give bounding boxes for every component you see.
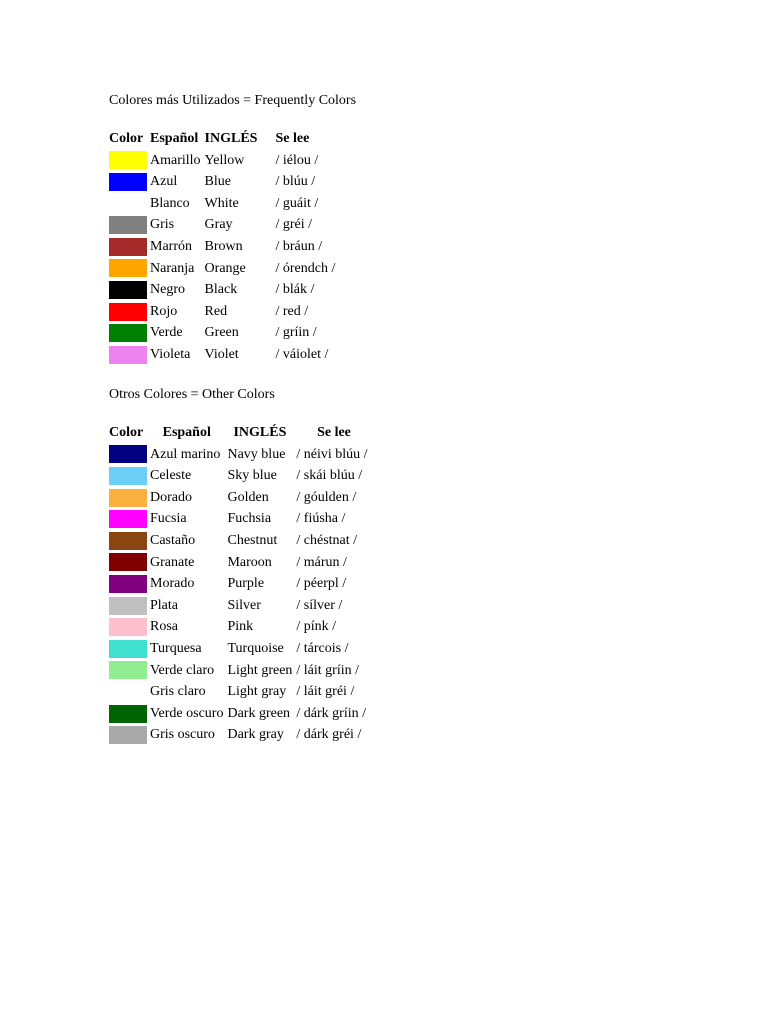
table-row — [109, 279, 339, 301]
table-row — [109, 660, 372, 682]
english-name: Violet — [204, 346, 239, 362]
english-name: Fuchsia — [227, 511, 272, 527]
spanish-name: Negro — [150, 282, 185, 298]
table-row — [109, 616, 372, 638]
swatch-cell — [109, 552, 150, 574]
spanish-name: Verde oscuro — [150, 705, 224, 721]
spanish-name: Gris claro — [150, 684, 206, 700]
swatch-cell — [109, 236, 150, 258]
english-name: Pink — [227, 619, 254, 635]
spanish-name: Azul marino — [150, 446, 221, 462]
table-row — [109, 322, 339, 344]
pronunciation: / pínk / — [296, 619, 337, 635]
table-row — [109, 487, 372, 509]
pronunciation: / blúu / — [275, 174, 316, 190]
english-name: Brown — [204, 238, 243, 254]
pronunciation: / skái blúu / — [296, 468, 363, 484]
spanish-name: Violeta — [150, 346, 191, 362]
color-swatch — [109, 661, 147, 679]
spanish-name: Turquesa — [150, 640, 202, 656]
table-row — [109, 552, 372, 574]
table-row — [109, 681, 372, 703]
pronunciation: / dárk gréi / — [296, 727, 362, 743]
pronunciation: / tárcois / — [296, 640, 349, 656]
english-name: Silver — [227, 597, 261, 613]
table-row — [109, 530, 372, 552]
color-swatch — [109, 467, 147, 485]
pronunciation: / gríin / — [275, 325, 317, 341]
spanish-name: Dorado — [150, 489, 192, 505]
table-header-row — [109, 128, 339, 150]
color-swatch — [109, 324, 147, 342]
header-color: Color — [109, 425, 144, 440]
swatch-cell — [109, 465, 150, 487]
table-row — [109, 344, 339, 366]
english-name: Blue — [204, 174, 231, 190]
color-swatch — [109, 489, 147, 507]
swatch-cell — [109, 193, 150, 215]
swatch-cell — [109, 150, 150, 172]
english-name: White — [204, 195, 239, 211]
english-name: Green — [204, 325, 239, 341]
spanish-name: Azul — [150, 174, 178, 190]
header-color: Color — [109, 131, 144, 146]
spanish-name: Granate — [150, 554, 195, 570]
english-name: Chestnut — [227, 532, 278, 548]
english-name: Navy blue — [227, 446, 286, 462]
color-swatch — [109, 195, 147, 213]
pronunciation: / gréi / — [275, 217, 313, 233]
color-swatch — [109, 303, 147, 321]
pronunciation: / váiolet / — [275, 346, 329, 362]
english-name: Maroon — [227, 554, 272, 570]
english-name: Turquoise — [227, 640, 284, 656]
table-header-row — [109, 422, 372, 444]
color-swatch — [109, 532, 147, 550]
spanish-name: Gris oscuro — [150, 727, 215, 743]
swatch-cell — [109, 487, 150, 509]
english-name: Orange — [204, 260, 246, 276]
pronunciation: / órendch / — [275, 260, 336, 276]
pronunciation: / blák / — [275, 282, 315, 298]
color-swatch — [109, 216, 147, 234]
english-name: Black — [204, 282, 238, 298]
section-title-other: Otros Colores = Other Colors — [109, 387, 275, 402]
other-colors-table — [109, 422, 372, 746]
table-row — [109, 444, 372, 466]
spanish-name: Gris — [150, 217, 175, 233]
spanish-name: Plata — [150, 597, 178, 613]
pronunciation: / dárk gríin / — [296, 705, 367, 721]
table-row — [109, 150, 339, 172]
swatch-cell — [109, 214, 150, 236]
table-row — [109, 258, 339, 280]
swatch-cell — [109, 681, 150, 703]
header-spanish: Español — [162, 425, 211, 440]
spanish-name: Verde claro — [150, 662, 215, 678]
color-swatch — [109, 445, 147, 463]
frequent-colors-body — [109, 150, 339, 366]
english-name: Yellow — [204, 152, 245, 168]
table-row — [109, 301, 339, 323]
swatch-cell — [109, 258, 150, 280]
color-swatch — [109, 726, 147, 744]
pronunciation: / iélou / — [275, 152, 319, 168]
header-pronunciation: Se lee — [275, 131, 310, 146]
color-swatch — [109, 597, 147, 615]
spanish-name: Marrón — [150, 238, 192, 254]
swatch-cell — [109, 171, 150, 193]
swatch-cell — [109, 344, 150, 366]
swatch-cell — [109, 444, 150, 466]
swatch-cell — [109, 595, 150, 617]
table-row — [109, 508, 372, 530]
spanish-name: Celeste — [150, 468, 192, 484]
swatch-cell — [109, 573, 150, 595]
color-swatch — [109, 640, 147, 658]
pronunciation: / bráun / — [275, 238, 323, 254]
spanish-name: Morado — [150, 576, 195, 592]
english-name: Sky blue — [227, 468, 277, 484]
table-row — [109, 236, 339, 258]
swatch-cell — [109, 279, 150, 301]
swatch-cell — [109, 616, 150, 638]
pronunciation: / góulden / — [296, 489, 357, 505]
english-name: Dark gray — [227, 727, 284, 743]
color-swatch — [109, 510, 147, 528]
english-name: Gray — [204, 217, 233, 233]
pronunciation: / sílver / — [296, 597, 343, 613]
english-name: Golden — [227, 489, 269, 505]
swatch-cell — [109, 508, 150, 530]
header-english: INGLÉS — [233, 425, 287, 440]
table-row — [109, 573, 372, 595]
color-swatch — [109, 705, 147, 723]
table-row — [109, 703, 372, 725]
table-row — [109, 193, 339, 215]
pronunciation: / fiúsha / — [296, 511, 346, 527]
swatch-cell — [109, 301, 150, 323]
english-name: Purple — [227, 576, 265, 592]
color-swatch — [109, 259, 147, 277]
table-row — [109, 214, 339, 236]
pronunciation: / láit gréi / — [296, 684, 355, 700]
spanish-name: Rosa — [150, 619, 178, 635]
table-row — [109, 171, 339, 193]
color-swatch — [109, 553, 147, 571]
pronunciation: / guáit / — [275, 195, 319, 211]
english-name: Light gray — [227, 684, 287, 700]
color-swatch — [109, 151, 147, 169]
section-title-frequent: Colores más Utilizados = Frequently Colors — [109, 93, 357, 108]
swatch-cell — [109, 703, 150, 725]
header-pronunciation: Se lee — [317, 425, 351, 440]
color-swatch — [109, 173, 147, 191]
color-swatch — [109, 683, 147, 701]
swatch-cell — [109, 322, 150, 344]
frequent-colors-table — [109, 128, 339, 366]
table-row — [109, 638, 372, 660]
spanish-name: Castaño — [150, 532, 196, 548]
english-name: Dark green — [227, 705, 291, 721]
pronunciation: / chéstnat / — [296, 532, 358, 548]
swatch-cell — [109, 660, 150, 682]
swatch-cell — [109, 530, 150, 552]
english-name: Light green — [227, 662, 293, 678]
pronunciation: / red / — [275, 303, 309, 319]
pronunciation: / márun / — [296, 554, 347, 570]
color-swatch — [109, 238, 147, 256]
table-row — [109, 465, 372, 487]
spanish-name: Blanco — [150, 195, 190, 211]
table-row — [109, 595, 372, 617]
swatch-cell — [109, 638, 150, 660]
spanish-name: Fucsia — [150, 511, 187, 527]
other-colors-body — [109, 444, 372, 746]
table-row — [109, 724, 372, 746]
color-swatch — [109, 575, 147, 593]
color-swatch — [109, 346, 147, 364]
spanish-name: Verde — [150, 325, 183, 341]
english-name: Red — [204, 303, 228, 319]
spanish-name: Rojo — [150, 303, 178, 319]
spanish-name: Naranja — [150, 260, 195, 276]
spanish-name: Amarillo — [150, 152, 201, 168]
header-english: INGLÉS — [204, 131, 258, 146]
header-spanish: Español — [150, 131, 199, 146]
color-swatch — [109, 618, 147, 636]
pronunciation: / láit gríin / — [296, 662, 360, 678]
pronunciation: / péerpl / — [296, 576, 347, 592]
swatch-cell — [109, 724, 150, 746]
pronunciation: / néivi blúu / — [296, 446, 368, 462]
color-swatch — [109, 281, 147, 299]
